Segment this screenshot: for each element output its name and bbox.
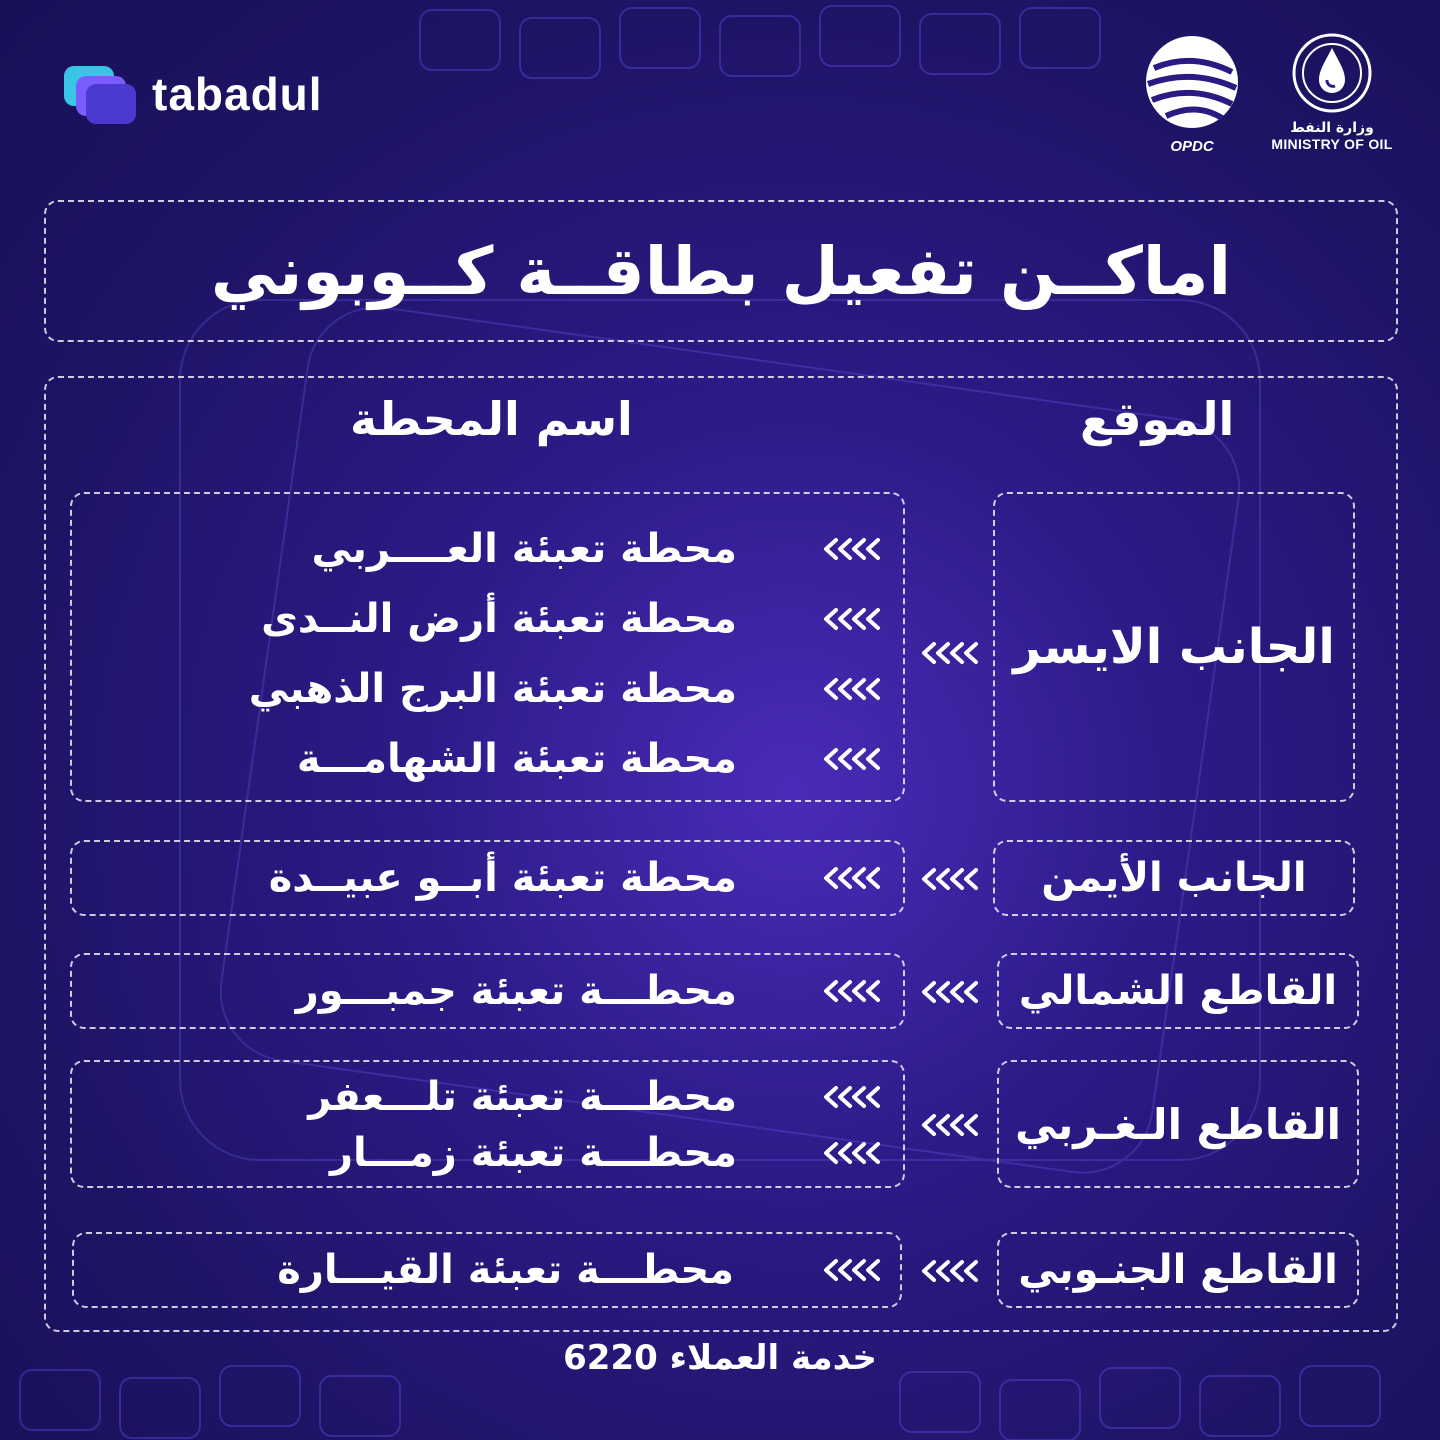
tabadul-logo xyxy=(62,62,323,126)
station-name: محطـــة تعبئة تلـــعفر xyxy=(308,1074,737,1120)
station-row xyxy=(72,1128,907,1178)
location-label: القاطع الشمالي xyxy=(1018,968,1338,1014)
station-name: محطة تعبئة أرض النــدى xyxy=(261,596,737,642)
oil-drop-emblem-icon xyxy=(1289,30,1375,116)
location-cell xyxy=(993,492,1355,802)
stations-cell xyxy=(70,1060,905,1188)
location-label: القاطع الـغـربي xyxy=(1015,1099,1342,1149)
opdc-logo xyxy=(1138,32,1246,155)
stations-cell xyxy=(70,953,905,1029)
station-row xyxy=(72,734,907,784)
opdc-caption: OPDC xyxy=(1170,138,1214,155)
stations-cell xyxy=(72,1232,902,1308)
station-name: محطـــة تعبئة القيـــارة xyxy=(277,1247,734,1293)
station-name: محطة تعبئة الشهامـــة xyxy=(296,736,737,782)
station-name: محطـــة تعبئة جمبـــور xyxy=(295,968,737,1014)
arrow-left-icon xyxy=(822,746,886,772)
location-header: الموقع xyxy=(1080,392,1235,446)
arrow-left-icon xyxy=(822,536,886,562)
stations-cell xyxy=(70,840,905,916)
ministry-of-oil-logo xyxy=(1262,30,1402,152)
station-row xyxy=(74,1245,904,1295)
arrow-left-icon xyxy=(920,640,984,666)
location-label: الجانب الايسر xyxy=(1013,619,1335,675)
page-title: اماكــن تفعيل بطاقــة كــوبوني xyxy=(210,232,1232,310)
location-cell xyxy=(993,840,1355,916)
station-row xyxy=(72,664,907,714)
location-cell xyxy=(997,1060,1359,1188)
location-cell xyxy=(997,953,1359,1029)
station-name: محطة تعبئة البرج الذهبي xyxy=(248,666,737,712)
arrow-left-icon xyxy=(822,865,886,891)
station-name: محطة تعبئة أبــو عبيــدة xyxy=(268,855,737,901)
location-label: القاطع الجنـوبي xyxy=(1018,1247,1338,1293)
station-name: محطـــة تعبئة زمـــار xyxy=(329,1130,737,1176)
station-name: محطة تعبئة العــــربي xyxy=(311,526,737,572)
tabadul-mark-icon xyxy=(62,62,138,126)
arrow-left-icon xyxy=(920,866,984,892)
arrow-left-icon xyxy=(920,1112,984,1138)
brand-name: tabadul xyxy=(152,68,323,120)
station-row xyxy=(72,966,907,1016)
arrow-left-icon xyxy=(920,1258,984,1284)
title-box xyxy=(44,200,1398,342)
arrow-left-icon xyxy=(822,1084,886,1110)
location-label: الجانب الأيمن xyxy=(1041,855,1307,901)
arrow-left-icon xyxy=(822,978,886,1004)
arrow-left-icon xyxy=(822,676,886,702)
station-row xyxy=(72,1072,907,1122)
customer-service-footer: خدمة العملاء 6220 xyxy=(563,1338,877,1378)
station-row xyxy=(72,524,907,574)
arrow-left-icon xyxy=(920,979,984,1005)
arrow-left-icon xyxy=(822,606,886,632)
station-row xyxy=(72,853,907,903)
station-header: اسم المحطة xyxy=(350,392,633,446)
station-row xyxy=(72,594,907,644)
globe-icon xyxy=(1140,32,1244,132)
ministry-english-name: MINISTRY OF OIL xyxy=(1271,136,1393,152)
stations-cell xyxy=(70,492,905,802)
arrow-left-icon xyxy=(822,1140,886,1166)
arrow-left-icon xyxy=(822,1257,886,1283)
ministry-arabic-name: وزارة النفط xyxy=(1290,120,1374,136)
location-cell xyxy=(997,1232,1359,1308)
